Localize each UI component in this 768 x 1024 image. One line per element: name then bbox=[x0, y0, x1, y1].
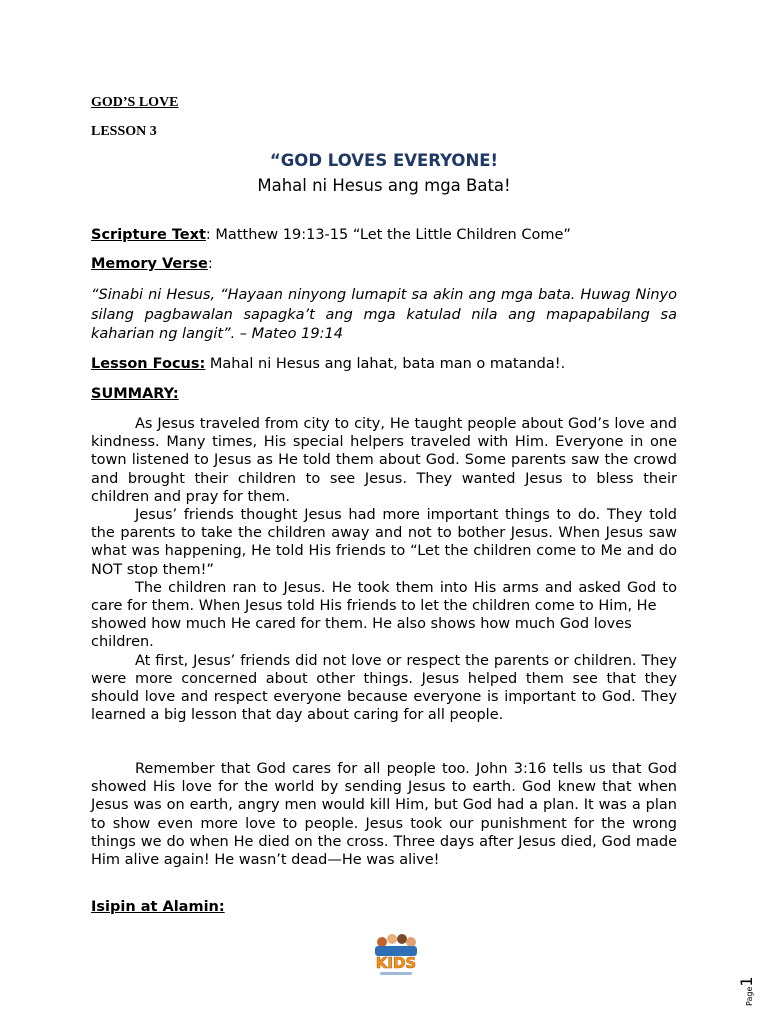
summary-paragraph: Jesus’ friends thought Jesus had more important things to do. They told the parents to take the children away and not to bother Jesus. When Jesus saw what was happening, He told His friends to “Let the children come to Me and do NOT stop them!” bbox=[91, 507, 677, 578]
lesson-focus-text: Mahal ni Hesus ang lahat, bata man o matanda!. bbox=[205, 356, 566, 372]
memory-verse-colon: : bbox=[207, 256, 213, 272]
summary-body bbox=[91, 415, 677, 724]
lesson-focus-line bbox=[91, 356, 677, 372]
summary-paragraph: showed how much He cared for them. He also shows how much God loves children. bbox=[91, 616, 632, 651]
scripture-text: Matthew 19:13-15 “Let the Little Children Come” bbox=[210, 227, 571, 243]
reflect-heading bbox=[91, 899, 677, 915]
summary-label: SUMMARY: bbox=[91, 386, 179, 402]
memory-verse-text: “Sinabi ni Hesus, “Hayaan ninyong lumapit sa akin ang mga bata. Huwag Ninyo silang pagbawalan sapagka’t ang mga katulad nila ang mapapabilang sa kaharian ng langit”. – Mateo 19:14 bbox=[91, 287, 677, 342]
series-heading: GOD’S LOVE bbox=[91, 95, 179, 110]
reflect-label: Isipin at Alamin: bbox=[91, 899, 225, 915]
lesson-number: LESSON 3 bbox=[91, 124, 157, 139]
summary-paragraph: Remember that God cares for all people too. John 3:16 tells us that God showed His love for the world by sending Jesus to earth. God knew that when Jesus was on earth, angry men would kill Him, but God had a plan. It was a plan to show even more love to people. Jesus took our punishment for the wrong things we do when He died on the cross. Three days after Jesus died, God made Him alive again! He wasn’t dead—He was alive! bbox=[91, 761, 677, 869]
memory-verse-line bbox=[91, 256, 677, 272]
summary-paragraph: As Jesus traveled from city to city, He taught people about God’s love and kindness. Many times, His special helpers traveled with Him. Everyone in one town listened to Jesus as He told them about God. Some parents saw the crowd and brought their children to see Jesus. They wanted Jesus to bless their children and pray for them. bbox=[91, 416, 677, 505]
lesson-title: “GOD LOVES EVERYONE! bbox=[269, 151, 499, 170]
scripture-label: Scripture Text bbox=[91, 227, 206, 243]
logo-text: KIDS bbox=[375, 954, 417, 972]
lesson-subtitle: Mahal ni Hesus ang mga Bata! bbox=[257, 176, 511, 195]
kids-church-logo-icon bbox=[372, 932, 420, 978]
memory-verse-label: Memory Verse bbox=[91, 256, 208, 272]
lesson-focus-label: Lesson Focus: bbox=[91, 356, 206, 372]
summary-paragraph: The children ran to Jesus. He took them into His arms and asked God to care for them. When Jesus told His friends to let the children come to Him, He bbox=[91, 579, 677, 615]
summary-paragraph: At first, Jesus’ friends did not love or respect the parents or children. They were more concerned about other things. Jesus helped them see that they should love and respect everyone because everyone is important to God. They learned a big lesson that day about caring for all people. bbox=[91, 652, 677, 724]
summary-closing bbox=[91, 760, 677, 869]
page-word: Page bbox=[745, 986, 754, 1006]
scripture-line bbox=[91, 227, 677, 243]
scripture-colon: : bbox=[205, 227, 211, 243]
summary-heading bbox=[91, 386, 677, 402]
page-num: 1 bbox=[737, 976, 756, 987]
page-number bbox=[737, 972, 757, 1008]
